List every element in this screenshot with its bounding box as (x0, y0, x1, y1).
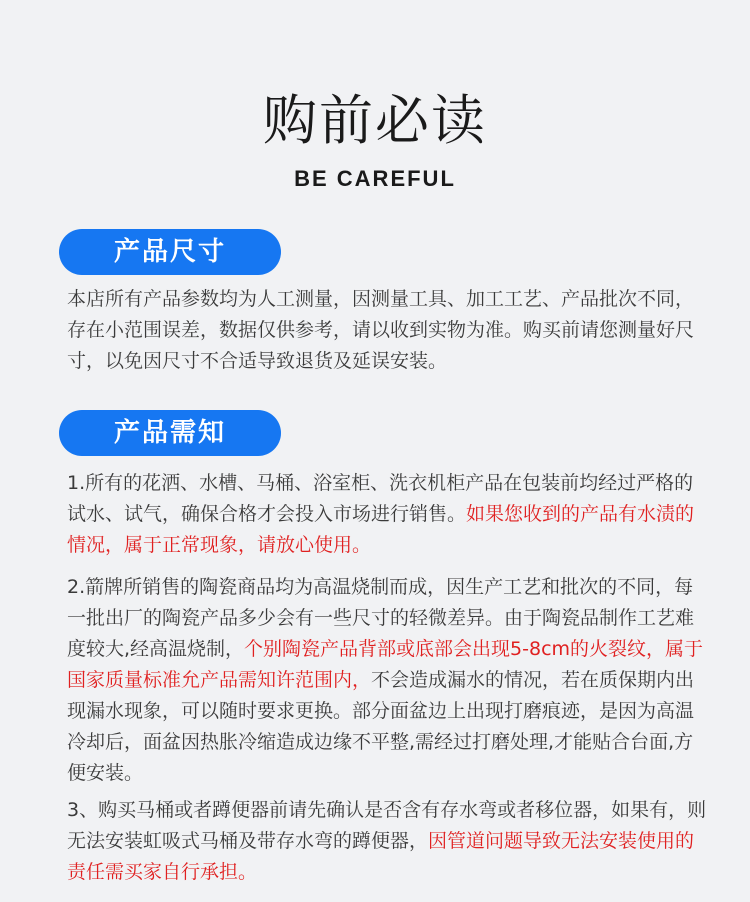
notice-item-1 (67, 468, 707, 561)
notice-item-2-text: 2.箭牌所销售的陶瓷商品均为高温烧制而成，因生产工艺和批次的不同，每一批出厂的陶瓷产品多少会有一些尺寸的轻微差异。由于陶瓷品制作工艺难度较大,经高温烧制， (67, 576, 695, 660)
section-heading-product-size: 产品尺寸 (59, 229, 281, 275)
notice-item-2-highlight: 个别陶瓷产品背部或底部会出现5-8cm的火裂纹，属于国家质量标准允产品需知许范围内， (67, 638, 704, 691)
notice-item-3-highlight: 因管道问题导致无法安装使用的责任需买家自行承担。 (67, 830, 695, 883)
page-title: 购前必读 (263, 89, 487, 152)
notice-item-2-text-after: 不会造成漏水的情况，若在质保期内出现漏水现象，可以随时要求更换。部分面盆边上出现打磨痕迹，是因为高温冷却后，面盆因热胀冷缩造成边缘不平整,需经过打磨处理,才能贴合台面,方便安装。 (67, 669, 695, 784)
notice-item-3-text: 3、购买马桶或者蹲便器前请先确认是否含有存水弯或者移位器，如果有，则无法安装虹吸式马桶及带存水弯的蹲便器， (67, 799, 707, 852)
notice-item-1-text: 1.所有的花洒、水槽、马桶、浴室柜、洗衣机柜产品在包装前均经过严格的试水、试气，确保合格才会投入市场进行销售。 (67, 472, 694, 525)
notice-item-3 (67, 795, 707, 888)
notice-item-1-highlight: 如果您收到的产品有水渍的情况，属于正常现象，请放心使用。 (67, 503, 695, 556)
page-subtitle: BE CAREFUL (294, 166, 456, 191)
product-size-paragraph: 本店所有产品参数均为人工测量，因测量工具、加工工艺、产品批次不同，存在小范围误差，数据仅供参考，请以收到实物为准。购买前请您测量好尺寸，以免因尺寸不合适导致退货及延误安装。 (67, 288, 695, 372)
section-heading-product-notice: 产品需知 (59, 410, 281, 456)
notice-item-2 (67, 572, 707, 789)
